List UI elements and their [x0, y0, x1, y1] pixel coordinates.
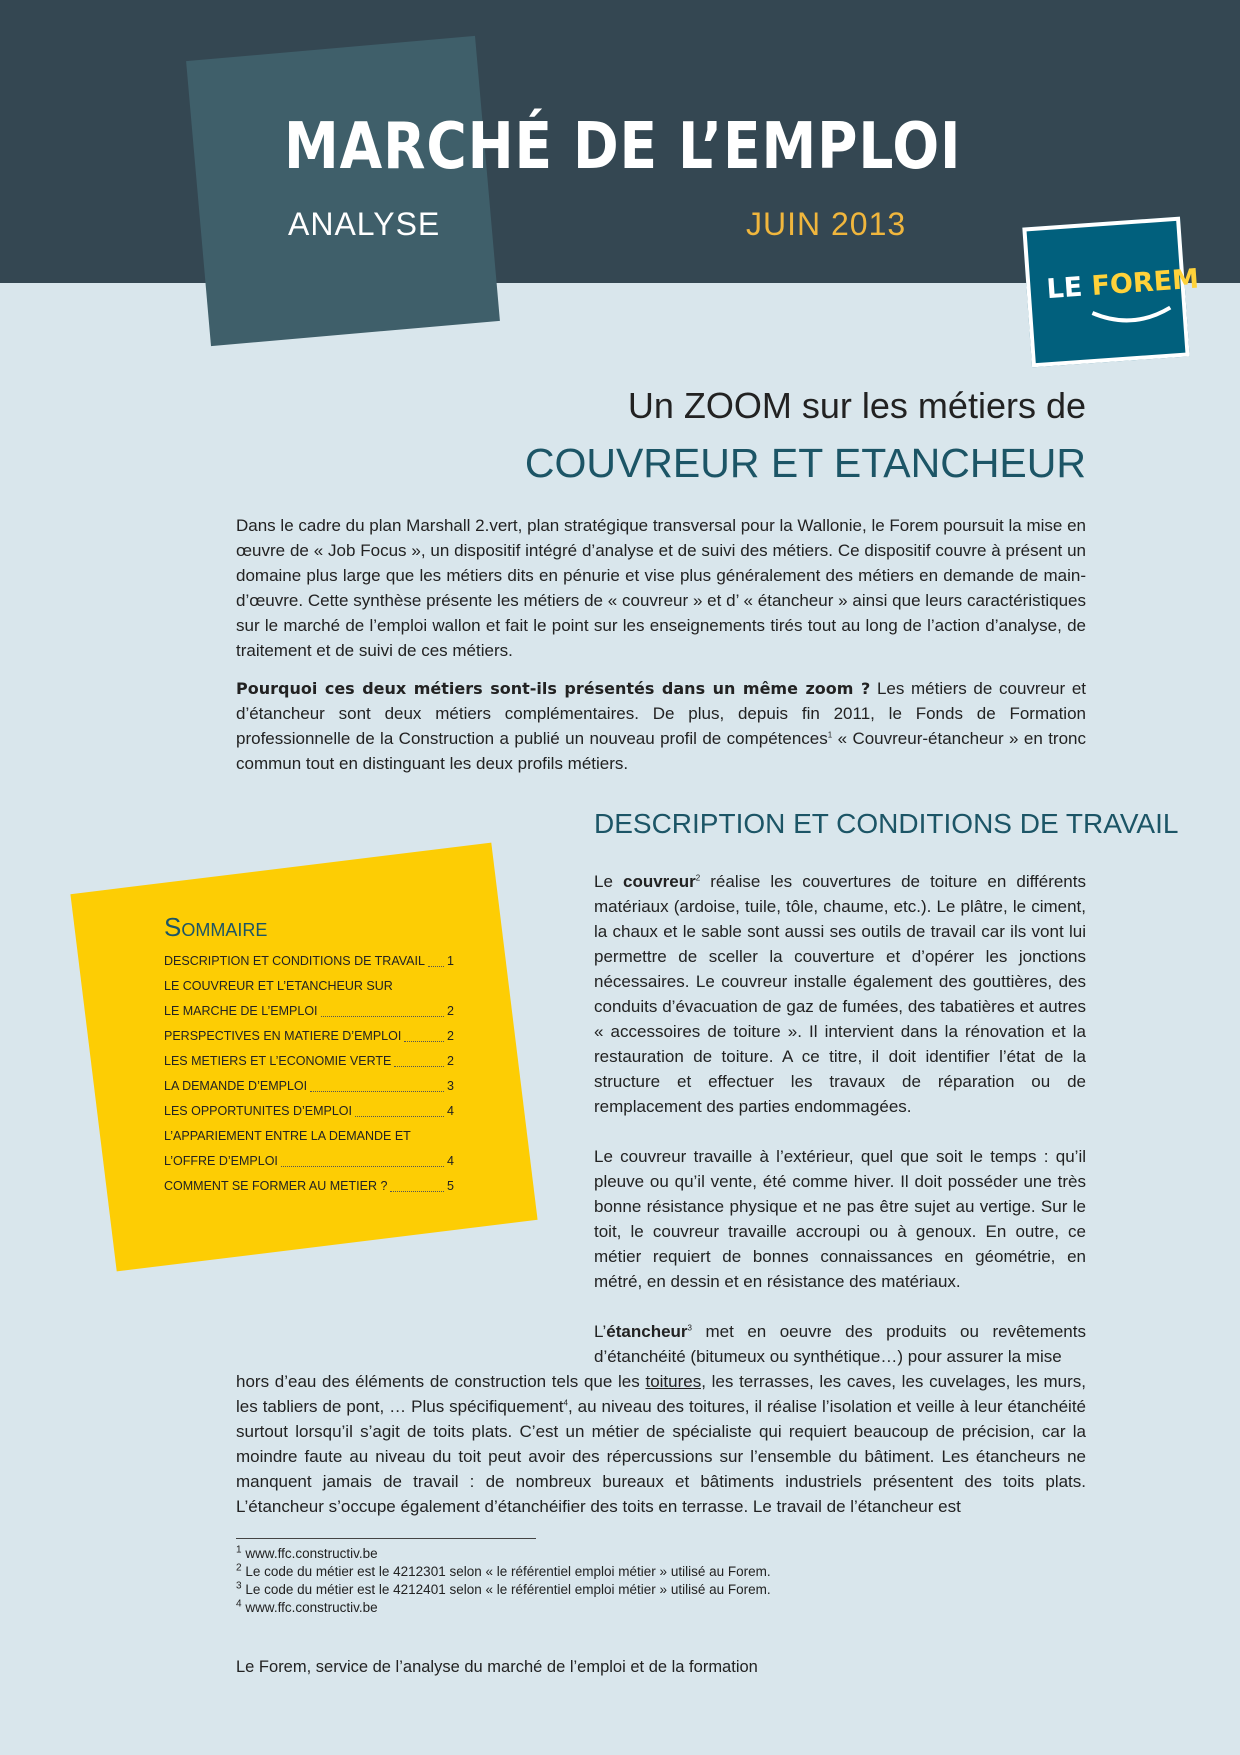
toc-item-label: LES OPPORTUNITES D’EMPLOI — [164, 1104, 353, 1118]
footnote-ref: 2 — [695, 873, 701, 883]
toc-item — [164, 1074, 454, 1099]
footnote-number: 4 — [236, 1598, 242, 1610]
toc-item-label: L’OFFRE D’EMPLOI — [164, 1154, 278, 1168]
toc-item — [164, 1049, 454, 1074]
toc-item-label: LE MARCHE DE L’EMPLOI — [164, 1004, 318, 1018]
toc-item-label: LES METIERS ET L’ECONOMIE VERTE — [164, 1054, 392, 1068]
toc-dot-leader — [390, 1174, 444, 1192]
toc-item-page: 4 — [447, 1154, 454, 1168]
toc-list — [164, 949, 454, 1199]
toc-dot-leader — [404, 1024, 444, 1042]
footnote-ref: 4 — [563, 1398, 568, 1408]
etancheur-bold: étancheur — [606, 1322, 688, 1341]
toc-item — [164, 1124, 454, 1149]
footnote — [236, 1563, 771, 1581]
toc-dot-leader — [281, 1149, 444, 1167]
logo-le-text: LE — [1045, 271, 1084, 306]
question-bold: Pourquoi ces deux métiers sont-ils présentés dans un même zoom ? — [236, 679, 871, 698]
toc-item — [164, 1149, 454, 1174]
toc-item — [164, 999, 454, 1024]
toc-dot-leader — [321, 999, 445, 1017]
conditions-paragraph: Le couvreur travaille à l’extérieur, quel que soit le temps : qu’il pleuve ou qu’il vente, été comme hiver. Il doit posséder une très bonne résistance physique et ne pas être sujet au vertige. Sur le toit, le couvreur travaille accroupi ou à genoux. En outre, ce métier requiert de bonnes connaissances en géométrie, en métré, en dessin et en résistance des matériaux. — [594, 1147, 1086, 1291]
logo-forem-text: FOREM — [1090, 263, 1200, 302]
toc-item-page: 5 — [447, 1179, 454, 1193]
intro-question-paragraph — [236, 676, 1086, 776]
footnotes — [236, 1545, 771, 1617]
text-run: Le — [594, 872, 623, 891]
zoom-subtitle: COUVREUR ET ETANCHEUR — [524, 440, 1086, 486]
toc-item-label: COMMENT SE FORMER AU METIER ? — [164, 1179, 388, 1193]
couvreur-bold: couvreur — [622, 872, 696, 891]
le-forem-logo — [1022, 217, 1200, 368]
toc-item — [164, 949, 454, 974]
footnote — [236, 1545, 771, 1563]
section-heading: DESCRIPTION ET CONDITIONS DE TRAVAIL — [594, 808, 1179, 839]
text-run: , au niveau des toitures, il réalise l’isolation et veille à leur étanchéité surtout lorsqu’il s’agit de toits plats. C’est un métier de spécialiste qui requiert beaucoup de précision, car la moindre faute au niveau du toit peut avoir des répercussions sur l’ensemble du bâtiment. Les étancheurs ne manquent jamais de travail : de nombreux bureaux et bâtiments industriels présentent des toits plats. L’étancheur s’occupe également d’étanchéifier des toits en terrasse. Le travail de l’étancheur est — [236, 1397, 1086, 1516]
footnote-text: Le code du métier est le 4212401 selon « le référentiel emploi métier » utilisé au Forem. — [241, 1582, 771, 1597]
toc-item-page: 2 — [447, 1004, 454, 1018]
footnote-text: Le code du métier est le 4212301 selon « le référentiel emploi métier » utilisé au Forem. — [241, 1564, 771, 1579]
section-label: ANALYSE — [288, 206, 441, 242]
question-text-end: « Couvreur-étancheur » en tronc commun tout en distinguant les deux profils métiers. — [236, 729, 1086, 773]
sommaire-title: Sommaire — [164, 912, 268, 942]
intro-paragraph: Dans le cadre du plan Marshall 2.vert, plan stratégique transversal pour la Wallonie, le Forem poursuit la mise en œuvre de « Job Focus », un dispositif intégré d’analyse et de suivi des métiers. Ce dispositif couvre à présent un domaine plus large que les métiers dits en pénurie et vise plus généralement des métiers en demande de main-d’œuvre. Cette synthèse présente les métiers de « couvreur » et d’ « étancheur » ainsi que leurs caractéristiques sur le marché de l’emploi wallon et fait le point sur les enseignements tirés tout au long de l’action d’analyse, de traitement et de suivi de ces métiers. — [236, 516, 1086, 660]
text-run: réalise les couvertures de toiture en différents matériaux (ardoise, tuile, tôle, chaume, etc.). Le plâtre, le ciment, la chaux et le sable sont aussi ses outils de travail car ils vont lui permettre de sceller la couverture et d’opérer les jonctions nécessaires. Le couvreur installe également des gouttières, des conduits d’évacuation de gaz de fumées, des tabatières et autres « accessoires de toiture ». Il intervient dans la rénovation et la restauration de toiture. A ce titre, il doit identifier l’état de la structure et effectuer les travaux de réparation ou de remplacement des parties endommagées. — [594, 872, 1086, 1116]
toc-item-label: L’APPARIEMENT ENTRE LA DEMANDE ET — [164, 1129, 411, 1143]
text-run: les terrasses, les caves, les cuvelages, les murs, les tabliers de pont, … Plus spécifiquement — [236, 1372, 1087, 1416]
toc-item-label: DESCRIPTION ET CONDITIONS DE TRAVAIL — [164, 954, 425, 968]
toc-item-page: 4 — [447, 1104, 454, 1118]
footnote-number: 3 — [236, 1580, 242, 1592]
toc-item-page: 3 — [447, 1079, 454, 1093]
toc-item — [164, 974, 454, 999]
footnote — [236, 1599, 771, 1617]
toc-dot-leader — [355, 1099, 444, 1117]
question-text: Les métiers de couvreur et d’étancheur sont deux métiers complémentaires. De plus, depuis fin 2011, le Fonds de Formation professionnelle de la Construction a publié un nouveau profil de compétences — [236, 679, 1087, 748]
footnote — [236, 1581, 771, 1599]
footnote-text: www.ffc.constructiv.be — [241, 1546, 378, 1561]
toc-item — [164, 1099, 454, 1124]
footnote-ref: 1 — [827, 730, 833, 740]
zoom-title: Un ZOOM sur les métiers de — [627, 385, 1086, 426]
footnote-number: 1 — [236, 1544, 242, 1556]
underlined-word: toitures, — [645, 1372, 706, 1391]
toc-item-label: PERSPECTIVES EN MATIERE D’EMPLOI — [164, 1029, 402, 1043]
footnote-text: www.ffc.constructiv.be — [241, 1600, 378, 1615]
toc-item-page: 2 — [447, 1054, 454, 1068]
logo-smile-icon — [1090, 303, 1173, 333]
footnote-ref: 3 — [687, 1323, 692, 1333]
etancheur-paragraph-continued — [236, 1369, 1086, 1519]
publication-date: JUIN 2013 — [746, 206, 907, 242]
page-footer: Le Forem, service de l’analyse du marché de l’emploi et de la formation — [236, 1658, 758, 1676]
toc-item-label: LA DEMANDE D’EMPLOI — [164, 1079, 308, 1093]
text-run: met en oeuvre des produits ou revêtements d’étanchéité (bitumeux ou synthétique…) pour assurer la mise — [594, 1322, 1086, 1366]
toc-item — [164, 1024, 454, 1049]
header-decor-square — [186, 36, 500, 346]
page-title: MARCHÉ DE L’EMPLOI — [284, 110, 962, 184]
toc-dot-leader — [310, 1074, 444, 1092]
text-run: L’ — [594, 1322, 607, 1341]
toc-item-page: 2 — [447, 1029, 454, 1043]
toc-dot-leader — [428, 949, 444, 967]
etancheur-paragraph — [594, 1319, 1086, 1369]
couvreur-paragraph — [594, 869, 1086, 1119]
sommaire — [164, 912, 454, 1199]
toc-item — [164, 1174, 454, 1199]
toc-item-page: 1 — [447, 954, 454, 968]
footnote-number: 2 — [236, 1562, 242, 1574]
text-run: hors d’eau des éléments de construction tels que les — [236, 1372, 646, 1391]
toc-item-label: LE COUVREUR ET L’ETANCHEUR SUR — [164, 979, 393, 993]
footnote-divider — [236, 1538, 536, 1539]
toc-dot-leader — [394, 1049, 444, 1067]
